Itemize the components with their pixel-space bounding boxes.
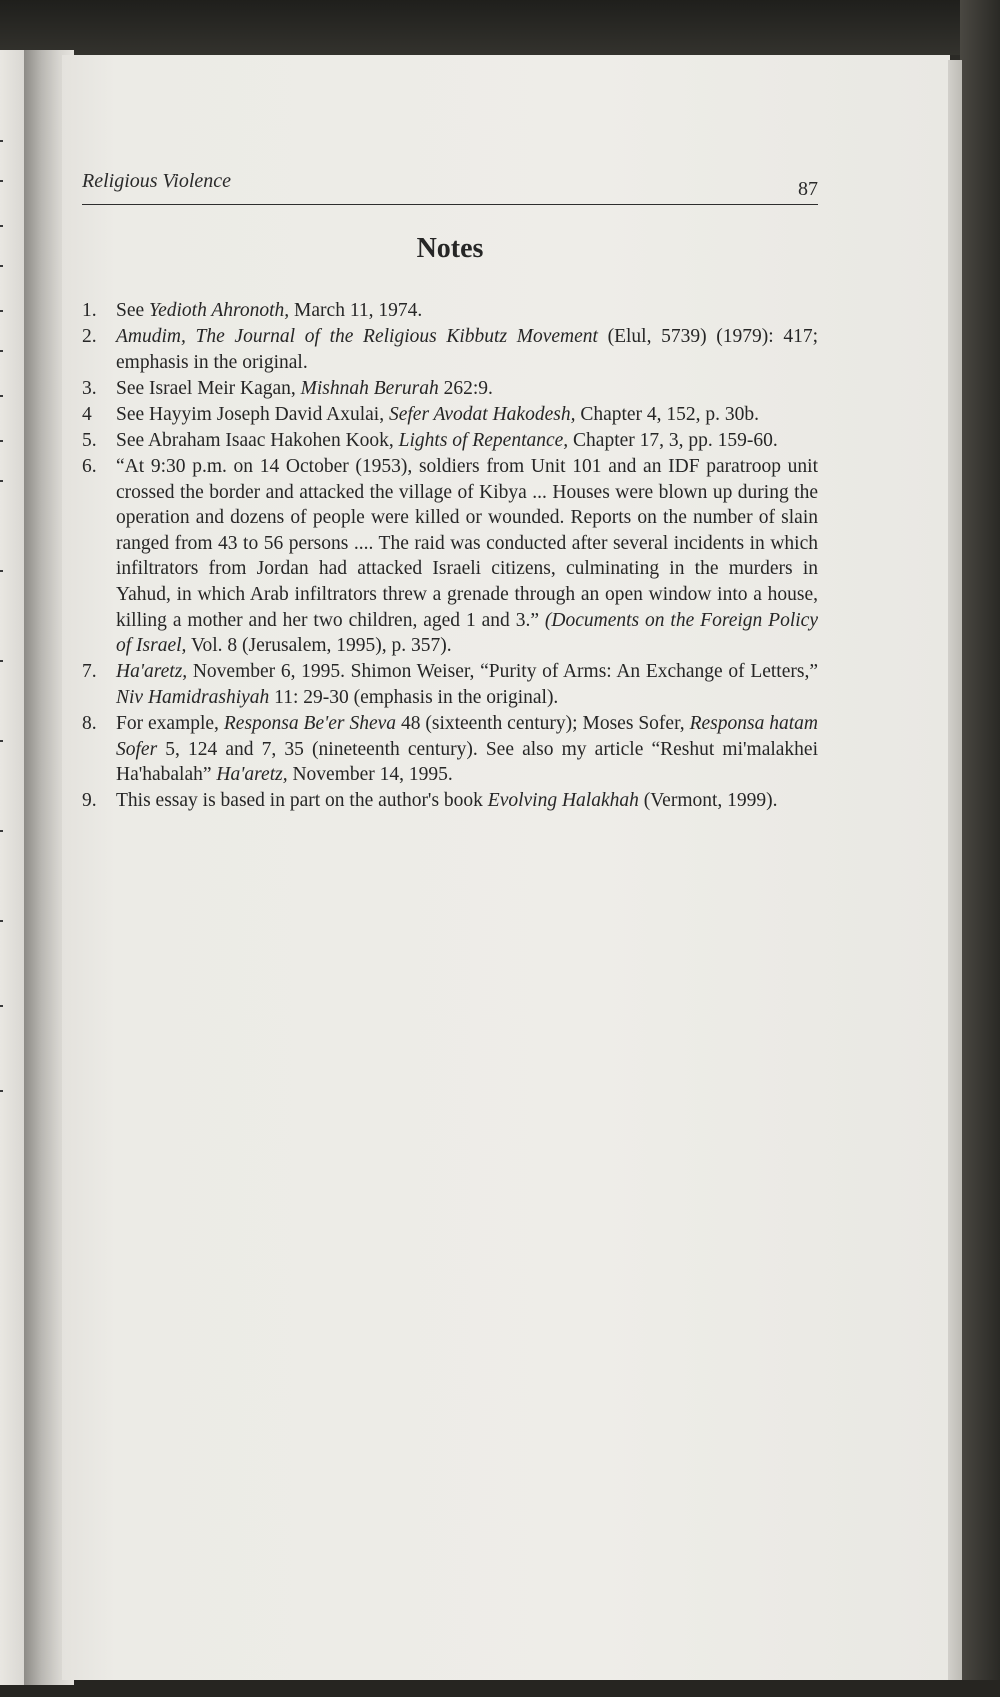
note-italic-text: Lights of Repentance, — [398, 429, 569, 451]
note-item — [82, 788, 818, 814]
note-text: 11: 29-30 (emphasis in the original). — [269, 686, 559, 708]
note-italic-text: Ha'aretz, — [116, 661, 188, 683]
note-item — [82, 324, 818, 375]
note-text: 48 (sixteenth century); Moses Sofer, — [396, 713, 690, 734]
note-text: Vol. 8 (Jerusalem, 1995), p. 357). — [186, 635, 452, 657]
note-number: 5. — [82, 429, 97, 451]
note-text: For example, — [116, 713, 224, 734]
scanner-background-top — [0, 0, 1000, 55]
notes-heading: Notes — [416, 233, 484, 264]
page-edge — [948, 60, 962, 1680]
note-italic-text: Responsa hatam Sofer — [116, 713, 819, 760]
note-text: Chapter 17, 3, pp. 159-60. — [568, 429, 778, 451]
note-number: 2. — [82, 326, 97, 348]
note-item — [82, 659, 818, 710]
note-italic-text: Sefer Avodat Hakodesh, — [388, 403, 576, 425]
note-number: 1. — [82, 300, 97, 321]
note-number: 4 — [82, 403, 92, 425]
note-text: See Hayyim Joseph David Axulai, — [116, 403, 389, 425]
note-text: See Israel Meir Kagan, — [116, 377, 301, 399]
note-item — [82, 711, 818, 788]
note-number: 6. — [82, 456, 97, 478]
note-item — [82, 454, 818, 659]
note-number: 3. — [82, 377, 97, 399]
note-text: 262:9. — [438, 377, 493, 399]
note-italic-text: Amudim, The Journal of the Religious Kibbutz Movement — [116, 326, 598, 348]
note-italic-text: Yedioth Ahronoth, — [149, 300, 290, 321]
page-number: 87 — [798, 178, 818, 200]
note-text: “At 9:30 p.m. on 14 October (1953), soldiers from Unit 101 and an IDF paratroop unit crossed the border and attacked the village of Kibya ... Houses were blown up during the operation and dozens of people were killed or wounded. Reports on the number of slain ranged from 43 to 56 persons .... The raid was conducted after several incidents in which infiltrators from Jordan had attacked Israeli citizens, culminating in the murders in Yahud, in which Arab infiltrators threw a grenade through an open window into a house, killing a mother and her two children, aged 1 and 3.” — [116, 456, 818, 631]
note-item — [82, 428, 818, 454]
note-item — [82, 376, 818, 402]
note-italic-text: (Documents on the Foreign Policy of Israel, — [116, 609, 818, 657]
note-number: 7. — [82, 661, 97, 683]
note-italic-text: Ha'aretz, — [216, 764, 288, 786]
note-item — [82, 298, 818, 324]
scanner-background-right — [960, 0, 1000, 1697]
running-header — [82, 170, 818, 205]
note-text: (Elul, 5739) (1979): 417; emphasis in the original. — [116, 326, 818, 373]
scanner-background-bottom — [0, 1680, 1000, 1697]
note-italic-text: Evolving Halakhah — [487, 790, 639, 812]
note-text: November 14, 1995. — [287, 764, 453, 786]
note-text: See — [116, 300, 150, 321]
note-text: See Abraham Isaac Hakohen Kook, — [116, 429, 399, 451]
note-italic-text: Responsa Be'er Sheva — [223, 713, 397, 734]
notes-list — [82, 298, 818, 814]
note-text: November 6, 1995. Shimon Weiser, “Purity of Arms: An Exchange of Letters,” — [187, 661, 818, 683]
note-italic-text: Mishnah Berurah — [300, 377, 439, 399]
note-item — [82, 402, 818, 428]
note-text: This essay is based in part on the author's book — [116, 790, 488, 812]
note-text: 5, 124 and 7, 35 (nineteenth century). See also my article “Reshut mi'malakhei Ha'habalah” — [116, 738, 818, 786]
note-text: Chapter 4, 152, p. 30b. — [575, 403, 760, 425]
note-italic-text: Niv Hamidrashiyah — [116, 686, 270, 708]
note-number: 9. — [82, 790, 97, 812]
running-title: Religious Violence — [82, 170, 232, 192]
note-text: March 11, 1974. — [289, 300, 423, 321]
note-text: (Vermont, 1999). — [638, 790, 778, 812]
note-number: 8. — [82, 713, 97, 734]
